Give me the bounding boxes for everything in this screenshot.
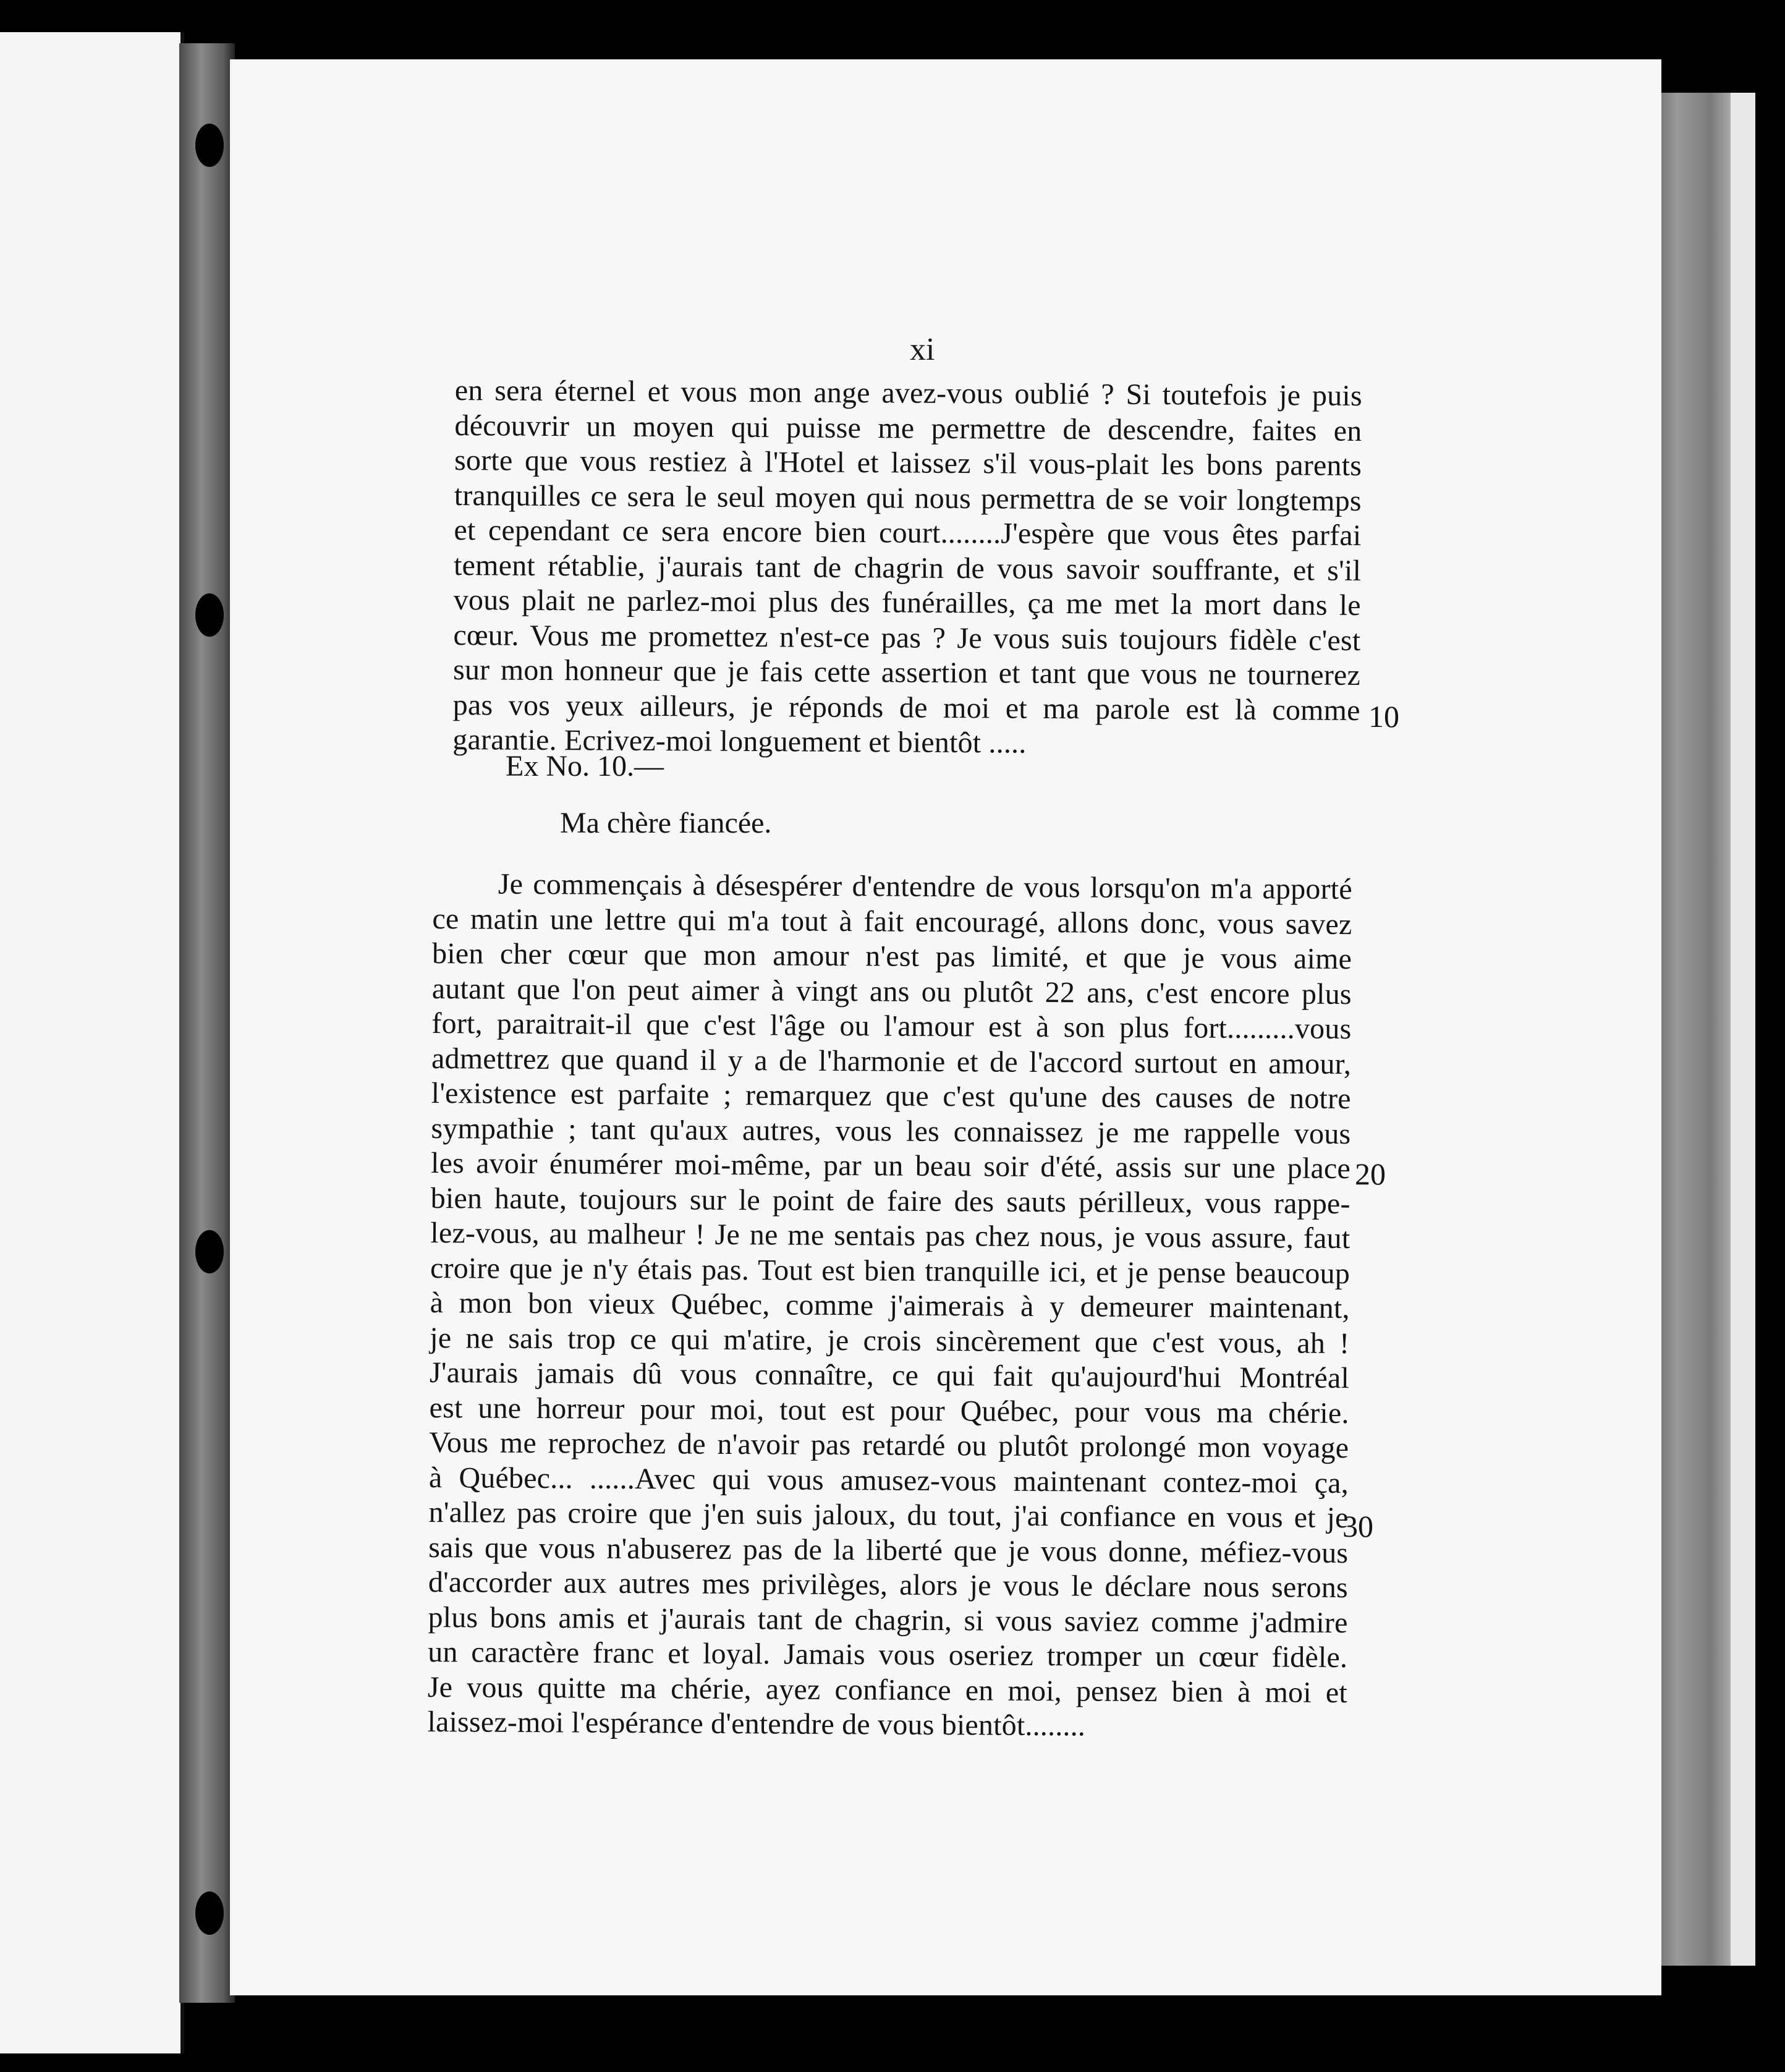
binding-hole	[195, 124, 224, 167]
text-line: laissez-moi l'espérance d'entendre de vous bientôt........	[427, 1705, 1086, 1743]
text-line: Je vous quitte ma chérie, ayez confiance en moi, pensez bien à moi et	[427, 1670, 1348, 1709]
text-line: pas vos yeux ailleurs, je réponds de moi et ma parole est là comme	[452, 688, 1360, 727]
text-line: tranquilles ce sera le seul moyen qui nous permettra de se voir longtemps	[454, 478, 1362, 517]
text-line: sur mon honneur que je fais cette assertion et tant que vous ne tournerez	[452, 653, 1361, 692]
page-stack-edge	[1731, 93, 1755, 1966]
page-number: xi	[910, 332, 935, 367]
book-gutter	[179, 43, 235, 2003]
text-line: est une horreur pour moi, tout est pour Québec, pour vous ma chérie.	[429, 1391, 1349, 1430]
line-number-10: 10	[1368, 699, 1399, 734]
text-line: à mon bon vieux Québec, comme j'aimerais à y demeurer maintenant,	[430, 1286, 1350, 1325]
text-line: sorte que vous restiez à l'Hotel et laissez s'il vous-plait les bons parents	[454, 443, 1362, 482]
previous-page-edge	[0, 32, 184, 2053]
text-line: sympathie ; tant qu'aux autres, vous les connaissez je me rappelle vous	[431, 1111, 1351, 1150]
paragraph-2	[427, 867, 1352, 1746]
line-number-30: 30	[1342, 1509, 1373, 1543]
exercise-heading: Ex No. 10.—	[506, 750, 664, 783]
text-line: en sera éternel et vous mon ange avez-vous oublié ? Si toutefois je puis	[454, 374, 1362, 412]
letter-salutation: Ma chère fiancée.	[560, 807, 772, 839]
text-line: d'accorder aux autres mes privilèges, alors je vous le déclare nous serons	[428, 1565, 1349, 1605]
text-line: sais que vous n'abuserez pas de la liberté que je vous donne, méfiez-vous	[428, 1531, 1349, 1569]
text-line: je ne sais trop ce qui m'atire, je crois sincèrement que c'est vous, ah !	[430, 1321, 1350, 1360]
binding-hole	[195, 1892, 224, 1935]
text-line: découvrir un moyen qui puisse me permettre de descendre, faites en	[454, 409, 1362, 448]
binding-hole	[195, 1230, 224, 1273]
text-line: lez-vous, au malheur ! Je ne me sentais pas chez nous, je vous assure, faut	[430, 1216, 1350, 1255]
text-line: autant que l'on peut aimer à vingt ans ou plutôt 22 ans, c'est encore plus	[431, 972, 1352, 1011]
text-line: J'aurais jamais dû vous connaître, ce qui fait qu'aujourd'hui Montréal	[429, 1356, 1350, 1395]
text-line: un caractère franc et loyal. Jamais vous oseriez tromper un cœur fidèle.	[428, 1635, 1348, 1675]
text-line: ce matin une lettre qui m'a tout à fait encouragé, allons donc, vous savez	[432, 902, 1352, 941]
text-line: l'existence est parfaite ; remarquez que c'est qu'une des causes de notre	[431, 1076, 1351, 1116]
text-line: à Québec... ......Avec qui vous amusez-vous maintenant contez-moi ça,	[428, 1461, 1349, 1500]
text-line: vous plait ne parlez-moi plus des funérailles, ça me met la mort dans le	[453, 583, 1361, 622]
text-line: Vous me reprochez de n'avoir pas retardé ou plutôt prolongé mon voyage	[429, 1425, 1349, 1465]
text-line: bien cher cœur que mon amour n'est pas limité, et que je vous aime	[431, 936, 1352, 976]
paragraph-1	[452, 373, 1362, 763]
binding-hole	[195, 593, 224, 637]
text-line: Je commençais à désespérer d'entendre de vous lorsqu'on m'a apporté	[498, 867, 1352, 906]
text-line: tement rétablie, j'aurais tant de chagrin de vous savoir souffrante, et s'il	[453, 548, 1362, 587]
text-line: bien haute, toujours sur le point de faire des sauts périlleux, vous rappe-	[430, 1181, 1350, 1220]
text-line: cœur. Vous me promettez n'est-ce pas ? Je vous suis toujours fidèle c'est	[453, 618, 1361, 657]
text-line: plus bons amis et j'aurais tant de chagrin, si vous saviez comme j'admire	[428, 1600, 1348, 1639]
line-number-20: 20	[1355, 1157, 1386, 1191]
text-line: et cependant ce sera encore bien court........J'espère que vous êtes parfai	[454, 513, 1362, 552]
text-line: garantie. Ecrivez-moi longuement et bientôt .....	[452, 723, 1027, 760]
text-line: n'allez pas croire que j'en suis jaloux, du tout, j'ai confiance en vous et je	[428, 1495, 1349, 1535]
text-line: fort, paraitrait-il que c'est l'âge ou l'amour est à son plus fort.........vous	[431, 1006, 1352, 1046]
text-line: les avoir énumérer moi-même, par un beau soir d'été, assis sur une place	[430, 1146, 1351, 1186]
text-line: croire que je n'y étais pas. Tout est bien tranquille ici, et je pense beaucoup	[430, 1251, 1350, 1290]
text-line: admettrez que quand il y a de l'harmonie et de l'accord surtout en amour,	[431, 1042, 1352, 1081]
